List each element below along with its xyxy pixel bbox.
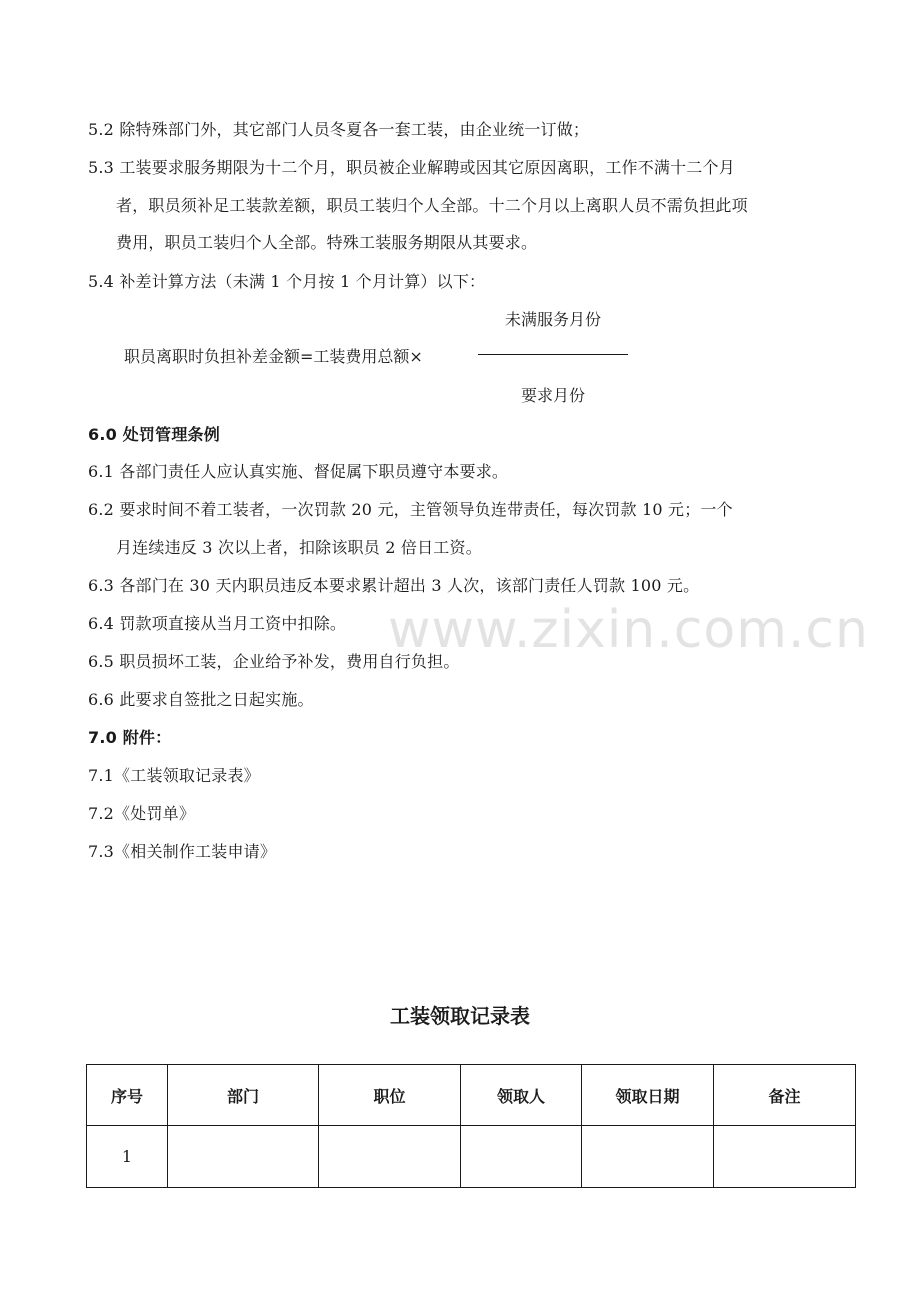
section-7-heading: 7.0 附件：	[88, 728, 172, 747]
table-row	[87, 1126, 856, 1188]
cell-remarks	[714, 1126, 856, 1188]
clause-5-4: 5.4 补差计算方法（未满 1 个月按 1 个月计算）以下：	[88, 272, 486, 291]
cell-recipient	[461, 1126, 582, 1188]
uniform-record-table	[86, 1064, 856, 1188]
header-date: 领取日期	[582, 1065, 714, 1126]
cell-date	[582, 1126, 714, 1188]
clause-6-1: 6.1 各部门责任人应认真实施、督促属下职员遵守本要求。	[88, 462, 509, 481]
clause-6-2-line2: 月连续违反 3 次以上者，扣除该职员 2 倍日工资。	[116, 538, 482, 557]
formula-label: 职员离职时负担补差金额=工装费用总额×	[124, 347, 423, 366]
watermark: www.zixin.com.cn	[388, 600, 869, 660]
table-header-row	[87, 1065, 856, 1126]
section-6-heading: 6.0 处罚管理条例	[88, 425, 220, 444]
attachment-7-1: 7.1《工装领取记录表》	[88, 766, 260, 785]
header-department: 部门	[168, 1065, 319, 1126]
cell-serial: 1	[87, 1126, 168, 1188]
header-position: 职位	[319, 1065, 461, 1126]
clause-5-3-line3: 费用，职员工装归个人全部。特殊工装服务期限从其要求。	[116, 233, 538, 252]
clause-6-6: 6.6 此要求自签批之日起实施。	[88, 690, 314, 709]
table-title: 工装领取记录表	[390, 1004, 530, 1028]
clause-5-3-line2: 者，职员须补足工装款差额，职员工装归个人全部。十二个月以上离职人员不需负担此项	[116, 196, 748, 215]
cell-department	[168, 1126, 319, 1188]
fraction-bar	[478, 354, 628, 355]
header-recipient: 领取人	[461, 1065, 582, 1126]
cell-position	[319, 1126, 461, 1188]
clause-6-3: 6.3 各部门在 30 天内职员违反本要求累计超出 3 人次，该部门责任人罚款 100 元。	[88, 576, 700, 595]
header-remarks: 备注	[714, 1065, 856, 1126]
clause-6-4: 6.4 罚款项直接从当月工资中扣除。	[88, 614, 347, 633]
clause-5-2: 5.2 除特殊部门外，其它部门人员冬夏各一套工装，由企业统一订做；	[88, 120, 590, 139]
attachment-7-2: 7.2《处罚单》	[88, 804, 196, 823]
header-serial: 序号	[87, 1065, 168, 1126]
formula-numerator: 未满服务月份	[504, 310, 601, 329]
clause-6-5: 6.5 职员损坏工装，企业给予补发，费用自行负担。	[88, 652, 460, 671]
attachment-7-3: 7.3《相关制作工装申请》	[88, 842, 277, 861]
clause-6-2-line1: 6.2 要求时间不着工装者，一次罚款 20 元，主管领导负连带责任，每次罚款 10 元；一个	[88, 500, 733, 519]
formula-denominator: 要求月份	[520, 386, 585, 405]
clause-5-3-line1: 5.3 工装要求服务期限为十二个月，职员被企业解聘或因其它原因离职，工作不满十二个月	[88, 158, 735, 177]
